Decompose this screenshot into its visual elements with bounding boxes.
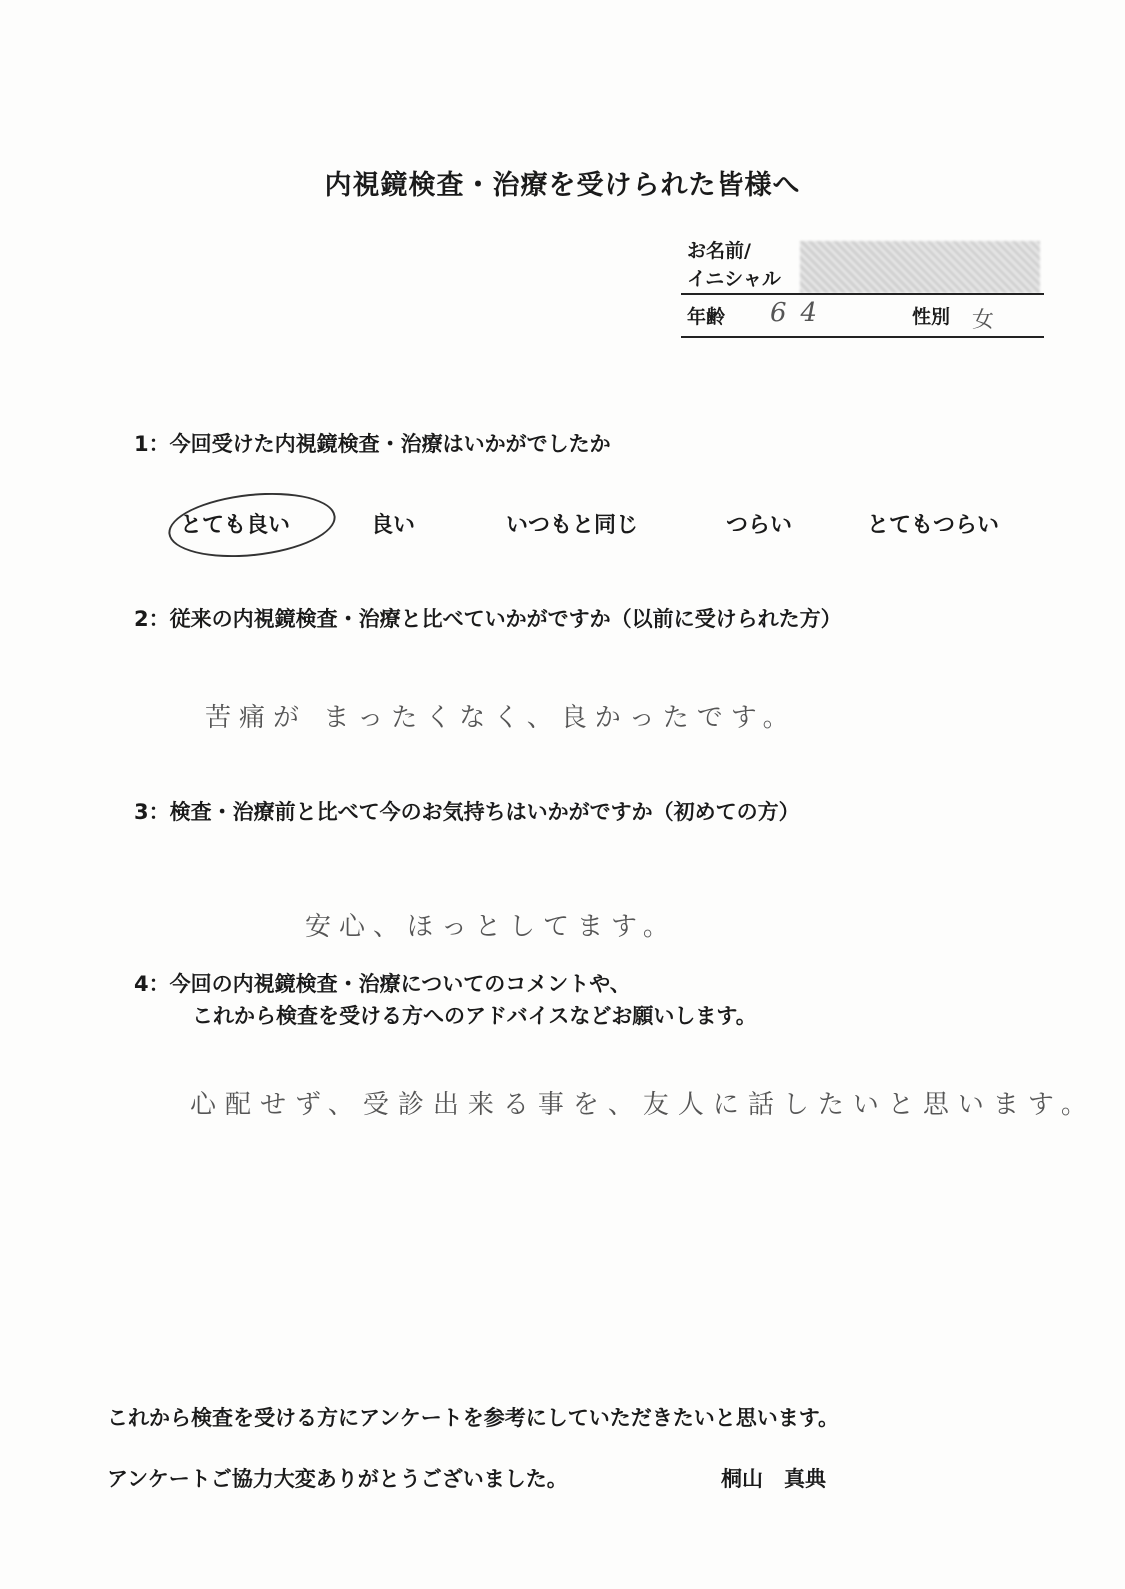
question-2: 2：従来の内視鏡検査・治療と比べていかがですか（以前に受けられた方） (134, 607, 842, 631)
answer-3: 安心、ほっとしてます。 (305, 912, 677, 942)
age-rule (681, 336, 1044, 338)
question-4-line-1: 4：今回の内視鏡検査・治療についてのコメントや、 (134, 972, 631, 996)
initial-label: イニシャル (687, 268, 781, 290)
name-label: お名前/ (687, 240, 751, 262)
option-same-as-usual[interactable]: いつもと同じ (506, 513, 639, 538)
gender-value: 女 (972, 308, 995, 333)
option-hard[interactable]: つらい (726, 513, 793, 538)
redacted-name-area (800, 241, 1040, 293)
footer-line-2: アンケートご協力大変ありがとうございました。 (107, 1467, 568, 1491)
question-4-line-2: これから検査を受ける方へのアドバイスなどお願いします。 (192, 1004, 757, 1028)
option-very-hard[interactable]: とてもつらい (867, 513, 1000, 538)
age-label: 年齢 (687, 306, 726, 328)
answer-4: 心配せず、受診出来る事を、友人に話したいと思います。 (190, 1090, 1096, 1120)
age-value: 64 (770, 298, 832, 328)
page-title: 内視鏡検査・治療を受けられた皆様へ (324, 170, 801, 201)
signature: 桐山 真典 (721, 1467, 826, 1491)
answer-2: 苦痛が まったくなく、良かったです。 (205, 703, 797, 733)
option-good[interactable]: 良い (371, 513, 416, 538)
question-3: 3：検査・治療前と比べて今のお気持ちはいかがですか（初めての方） (134, 800, 800, 824)
question-1: 1：今回受けた内視鏡検査・治療はいかがでしたか (134, 432, 611, 456)
name-rule (681, 293, 1044, 295)
option-very-good[interactable]: とても良い (180, 513, 291, 538)
gender-label: 性別 (912, 306, 951, 328)
footer-line-1: これから検査を受ける方にアンケートを参考にしていただきたいと思います。 (107, 1406, 840, 1430)
